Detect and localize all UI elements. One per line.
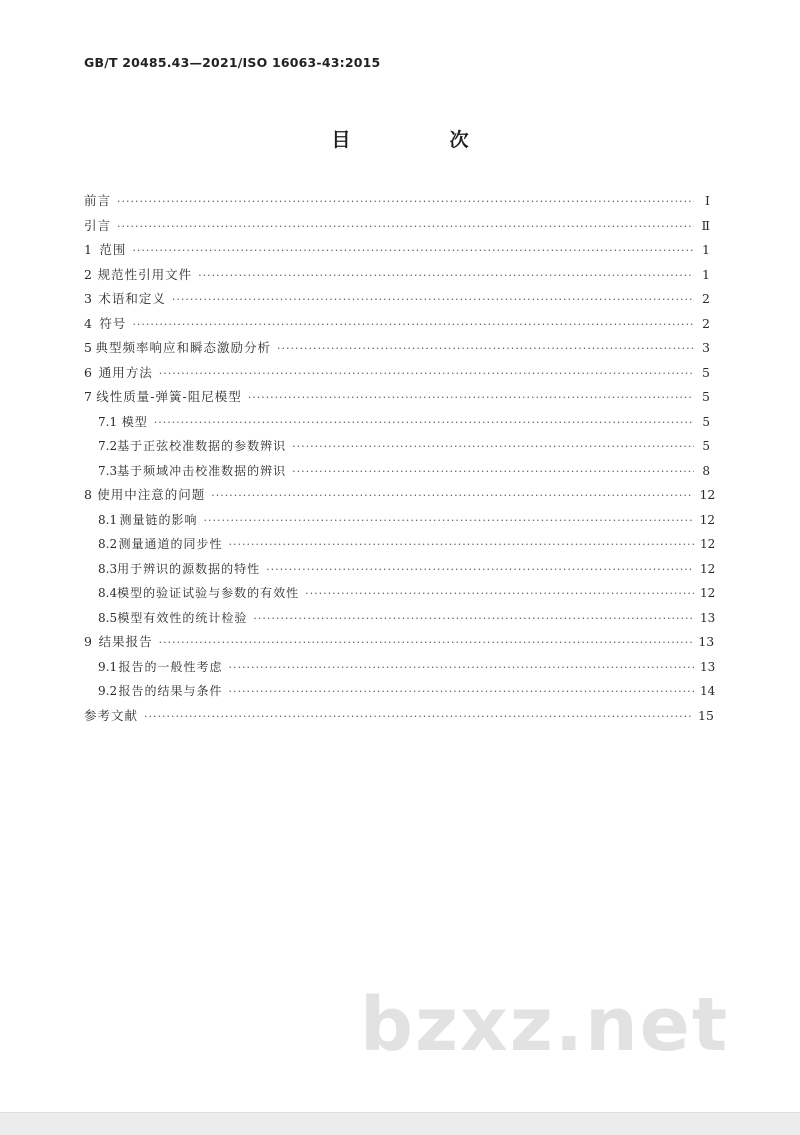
toc-page-number: Ⅰ — [705, 193, 710, 208]
toc-entry[interactable] — [84, 532, 716, 557]
toc-page-number: 14 — [700, 684, 716, 698]
table-of-contents — [84, 189, 716, 728]
toc-entry-number: 8.4 — [98, 586, 118, 600]
toc-page-number: 5 — [702, 414, 710, 429]
toc-entry[interactable] — [84, 483, 716, 508]
toc-entry[interactable] — [84, 581, 716, 606]
toc-page-number: 5 — [702, 439, 710, 453]
toc-leader-dots — [159, 631, 693, 656]
toc-entry-number: 7 — [84, 389, 92, 404]
toc-entry-label: 模型的验证试验与参数的有效性 — [117, 586, 300, 600]
toc-page-number: 2 — [702, 315, 710, 331]
toc-entry[interactable] — [84, 189, 710, 214]
toc-page-number: 1 — [702, 242, 710, 257]
toc-entry[interactable] — [84, 214, 710, 239]
toc-entry[interactable] — [84, 263, 710, 288]
toc-entry[interactable] — [84, 679, 716, 704]
toc-leader-dots — [253, 607, 694, 632]
toc-entry[interactable] — [84, 312, 710, 337]
toc-entry[interactable] — [84, 361, 710, 386]
toc-leader-dots — [266, 558, 694, 583]
toc-page-number: 12 — [700, 586, 716, 600]
toc-entry[interactable] — [84, 459, 710, 484]
toc-page-number: 13 — [700, 659, 716, 674]
toc-leader-dots — [117, 190, 694, 215]
toc-entry-label: 规范性引用文件 — [97, 266, 193, 282]
toc-entry-number: 7.3 — [98, 463, 118, 478]
toc-entry-label: 基于频域冲击校准数据的辨识 — [117, 463, 287, 478]
watermark: bzxz.net — [360, 982, 730, 1068]
toc-entry[interactable] — [84, 630, 715, 655]
toc-entry-number: 8.3 — [98, 561, 118, 576]
toc-entry[interactable] — [84, 238, 710, 263]
toc-entry-label: 模型 — [121, 414, 148, 429]
toc-page-number: 13 — [698, 634, 715, 649]
toc-page-number: Ⅱ — [701, 217, 710, 233]
toc-entry-label: 符号 — [99, 315, 127, 331]
toc-page-number: 15 — [698, 707, 714, 723]
toc-entry[interactable] — [84, 508, 715, 533]
toc-leader-dots — [228, 680, 694, 705]
toc-leader-dots — [198, 264, 694, 289]
toc-entry-number: 4 — [84, 315, 92, 331]
toc-leader-dots — [159, 362, 694, 387]
toc-page-number: 2 — [702, 291, 710, 306]
toc-leader-dots — [228, 533, 694, 558]
toc-entry-label: 线性质量-弹簧-阻尼模型 — [96, 389, 242, 404]
toc-entry[interactable] — [84, 606, 716, 631]
toc-leader-dots — [228, 656, 694, 681]
toc-page-number: 3 — [702, 340, 710, 355]
toc-entry-label: 测量通道的同步性 — [118, 537, 223, 551]
toc-entry[interactable] — [84, 557, 716, 582]
toc-entry-number: 7.2 — [98, 439, 118, 453]
toc-page-number: 8 — [702, 463, 710, 478]
standard-code: GB/T 20485.43—2021/ISO 16063-43:2015 — [84, 55, 381, 70]
toc-entry[interactable] — [84, 287, 710, 312]
toc-page-number: 12 — [700, 537, 716, 551]
toc-entry[interactable] — [84, 655, 716, 680]
toc-leader-dots — [132, 313, 694, 338]
toc-title: 目 次 — [331, 129, 509, 151]
toc-entry-label: 结果报告 — [98, 634, 153, 649]
toc-entry-number: 5 — [84, 340, 92, 355]
toc-entry-number: 3 — [84, 291, 92, 306]
toc-page-number: 1 — [702, 266, 710, 282]
toc-entry-label: 报告的结果与条件 — [118, 684, 223, 698]
toc-leader-dots — [144, 705, 692, 730]
toc-entry-label: 典型频率响应和瞬态激励分析 — [95, 340, 271, 355]
toc-entry-label: 范围 — [99, 242, 127, 257]
toc-entry-number: 2 — [84, 266, 92, 282]
toc-entry[interactable] — [84, 704, 714, 729]
toc-entry-number: 9 — [84, 634, 92, 649]
toc-page-number: 12 — [700, 561, 716, 576]
toc-leader-dots — [172, 288, 694, 313]
toc-leader-dots — [132, 239, 694, 264]
toc-leader-dots — [292, 435, 694, 460]
toc-entry-label: 报告的一般性考虑 — [118, 659, 223, 674]
toc-page-number: 13 — [700, 610, 716, 625]
toc-entry-number: 9.2 — [98, 684, 118, 698]
toc-entry-label: 测量链的影响 — [119, 512, 198, 527]
toc-entry-label: 使用中注意的问题 — [97, 487, 206, 502]
toc-entry-label: 术语和定义 — [98, 291, 166, 306]
toc-leader-dots — [154, 411, 694, 436]
toc-entry-number: 8.5 — [98, 610, 118, 625]
toc-leader-dots — [117, 215, 694, 240]
toc-leader-dots — [305, 582, 694, 607]
toc-entry-label: 参考文献 — [84, 707, 139, 723]
toc-entry-number: 1 — [84, 242, 92, 257]
toc-entry-label: 用于辨识的源数据的特性 — [117, 561, 261, 576]
toc-entry[interactable] — [84, 385, 710, 410]
toc-entry-number: 8 — [84, 487, 92, 502]
toc-entry-number: 8.1 — [98, 512, 118, 527]
toc-entry-number: 7.1 — [98, 414, 118, 429]
viewer-bottom-strip — [0, 1112, 800, 1135]
toc-entry-label: 通用方法 — [98, 364, 153, 380]
toc-leader-dots — [248, 386, 694, 411]
toc-entry-number: 9.1 — [98, 659, 118, 674]
toc-page-number: 12 — [699, 512, 715, 527]
toc-page-number: 5 — [702, 389, 710, 404]
toc-leader-dots — [211, 484, 693, 509]
toc-entry-number: 8.2 — [98, 537, 118, 551]
toc-entry[interactable] — [84, 336, 710, 361]
toc-leader-dots — [277, 337, 694, 362]
toc-entry-label: 模型有效性的统计检验 — [117, 610, 248, 625]
toc-leader-dots — [204, 509, 694, 534]
toc-page-number: 12 — [699, 487, 716, 502]
toc-entry-number: 6 — [84, 364, 92, 380]
toc-entry-label: 引言 — [84, 217, 112, 233]
toc-entry[interactable] — [84, 410, 710, 435]
toc-page-number: 5 — [702, 364, 710, 380]
toc-entry[interactable] — [84, 434, 710, 459]
toc-leader-dots — [292, 460, 694, 485]
toc-entry-label: 前言 — [84, 193, 112, 208]
toc-entry-label: 基于正弦校准数据的参数辨识 — [117, 439, 287, 453]
